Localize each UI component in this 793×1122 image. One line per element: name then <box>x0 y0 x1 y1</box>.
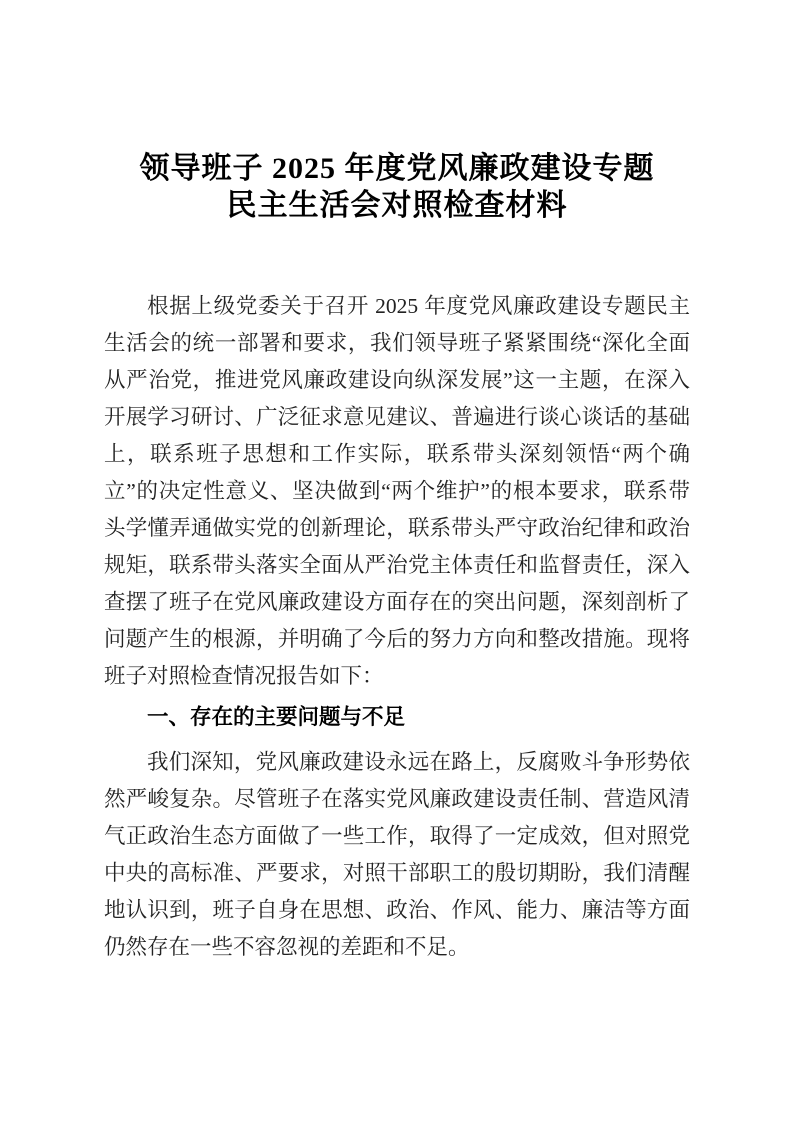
document-title <box>104 150 690 224</box>
paragraph-intro: 根据上级党委关于召开 2025 年度党风廉政建设专题民主生活会的统一部署和要求，我们领导班子紧紧围绕“深化全面从严治党，推进党风廉政建设向纵深发展”这一主题，在深入开展学习研讨、广泛征求意见建议、普遍进行谈心谈话的基础上，联系班子思想和工作实际，联系带头深刻领悟“两个确立”的决定性意义、坚决做到“两个维护”的根本要求，联系带头学懂弄通做实党的创新理论，联系带头严守政治纪律和政治规矩，联系带头落实全面从严治党主体责任和监督责任，深入查摆了班子在党风廉政建设方面存在的突出问题，深刻剖析了问题产生的根源，并明确了今后的努力方向和整改措施。现将班子对照检查情况报告如下： <box>104 294 690 688</box>
paragraph-section-1-body: 我们深知，党风廉政建设永远在路上，反腐败斗争形势依然严峻复杂。尽管班子在落实党风廉政建设责任制、营造风清气正政治生态方面做了一些工作，取得了一定成效，但对照党中央的高标准、严要求，对照干部职工的殷切期盼，我们清醒地认识到，班子自身在思想、政治、作风、能力、廉洁等方面仍然存在一些不容忽视的差距和不足。 <box>104 750 690 959</box>
document-title-line-2: 民主生活会对照检查材料 <box>226 189 568 222</box>
section-heading-1: 一、存在的主要问题与不足 <box>147 705 406 729</box>
document-title-line-1: 领导班子 2025 年度党风廉政建设专题 <box>139 152 655 185</box>
